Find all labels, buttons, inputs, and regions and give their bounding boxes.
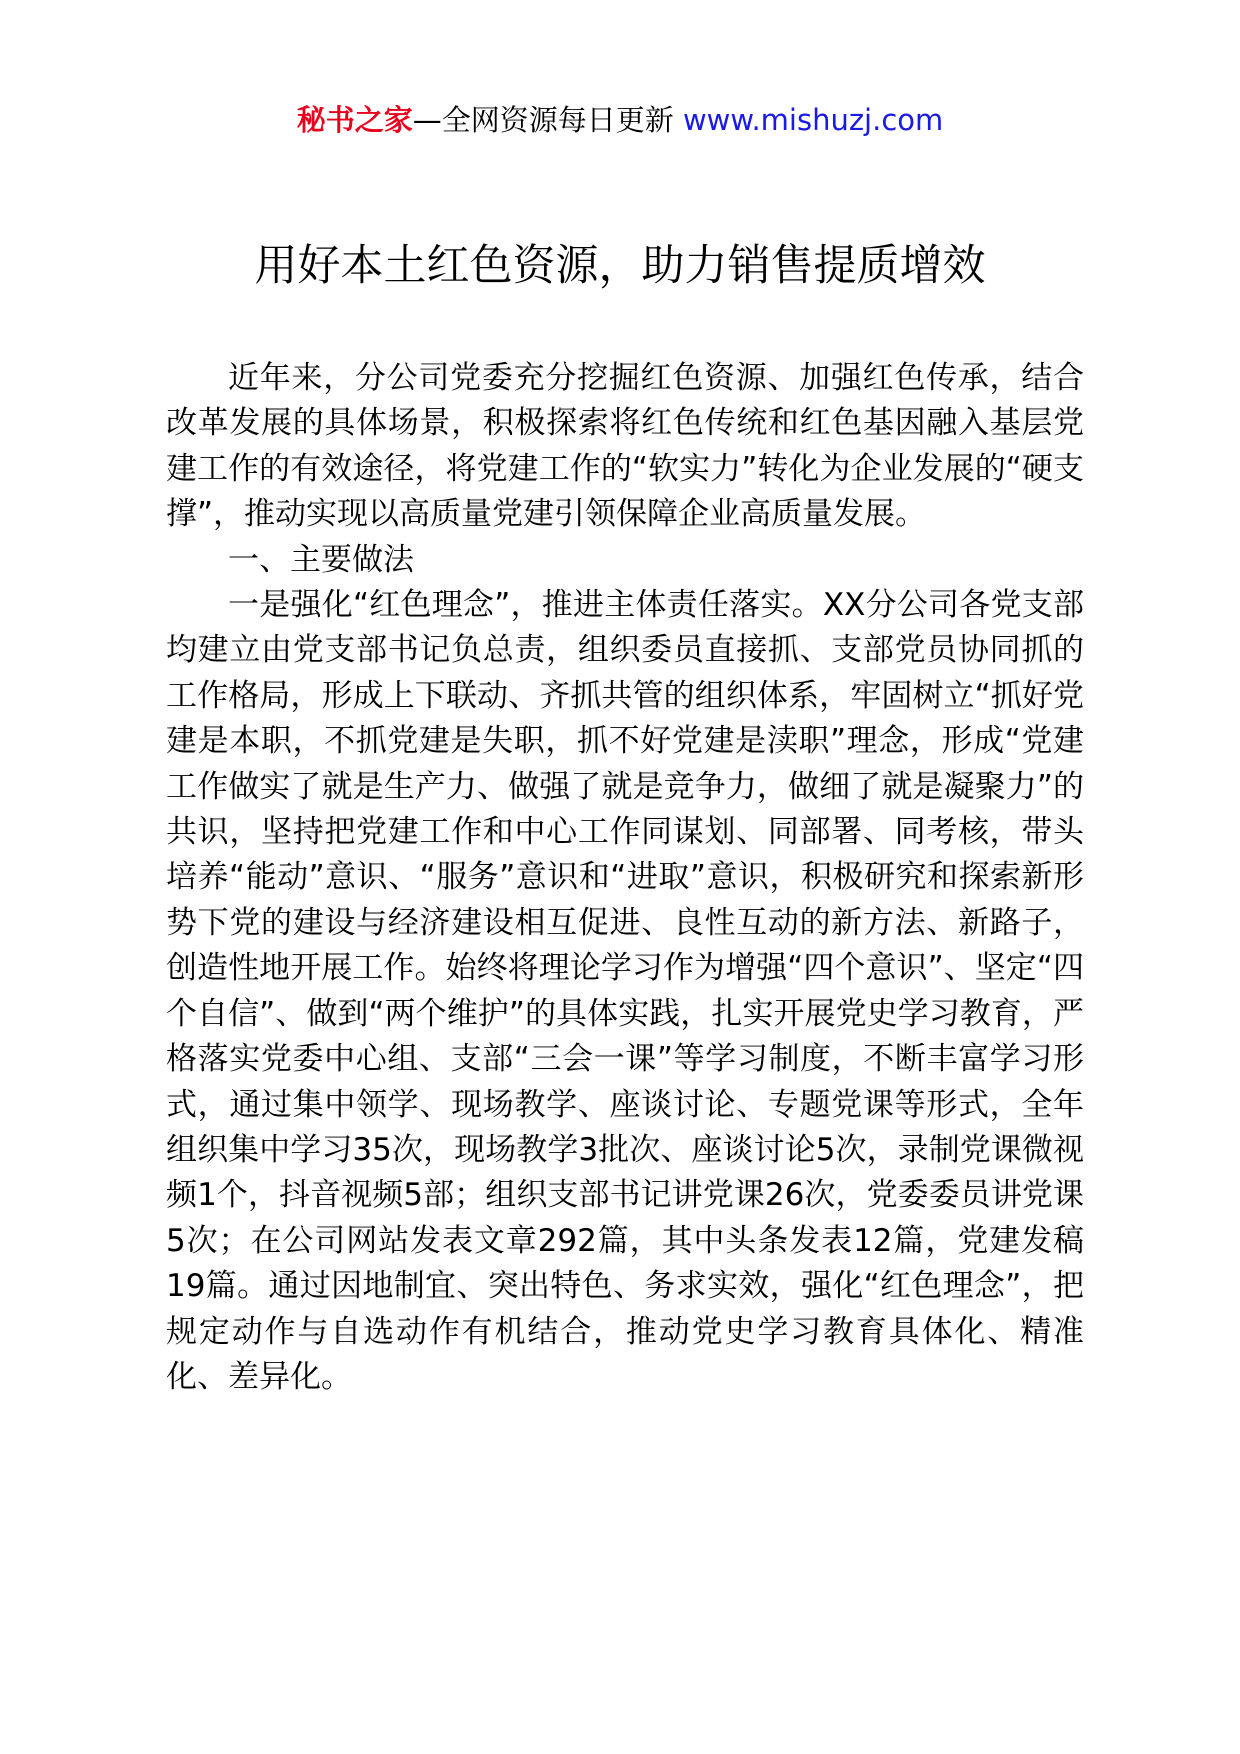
intro-paragraph: 近年来，分公司党委充分挖掘红色资源、加强红色传承，结合改革发展的具体场景，积极探索将红色传统和红色基因融入基层党建工作的有效途径，将党建工作的“软实力”转化为企业发展的“硬支撑”，推动实现以高质量党建引领保障企业高质量发展。 [166,360,1084,533]
document-body [166,356,1084,1400]
header-slogan: —全网资源每日更新 [412,103,683,137]
section-heading: 一、主要做法 [228,541,414,578]
body-paragraph: 一是强化“红色理念”，推进主体责任落实。XX分公司各党支部均建立由党支部书记负总责，组织委员直接抓、支部党员协同抓的工作格局，形成上下联动、齐抓共管的组织体系，牢固树立“抓好党建是本职，不抓党建是失职，抓不好党建是渎职”理念，形成“党建工作做实了就是生产力、做强了就是竞争力，做细了就是凝聚力”的共识，坚持把党建工作和中心工作同谋划、同部署、同考核，带头培养“能动”意识、“服务”意识和“进取”意识，积极研究和探索新形势下党的建设与经济建设相互促进、良性互动的新方法、新路子，创造性地开展工作。始终将理论学习作为增强“四个意识”、坚定“四个自信”、做到“两个维护”的具体实践，扎实开展党史学习教育，严格落实党委中心组、支部“三会一课”等学习制度，不断丰富学习形式，通过集中领学、现场教学、座谈讨论、专题党课等形式，全年组织集中学习35次，现场教学3批次、座谈讨论5次，录制党课微视频1个，抖音视频5部；组织支部书记讲党课26次，党委委员讲党课5次；在公司网站发表文章292篇，其中头条发表12篇，党建发稿19篇。通过因地制宜、突出特色、务求实效，强化“红色理念”，把规定动作与自选动作有机结合，推动党史学习教育具体化、精准化、差异化。 [166,587,1084,1395]
document-title: 用好本土红色资源，助力销售提质增效 [254,241,986,291]
site-url-link[interactable]: www.mishuzj.com [682,103,944,137]
site-header [0,100,1240,140]
brand-name: 秘书之家 [296,103,413,137]
